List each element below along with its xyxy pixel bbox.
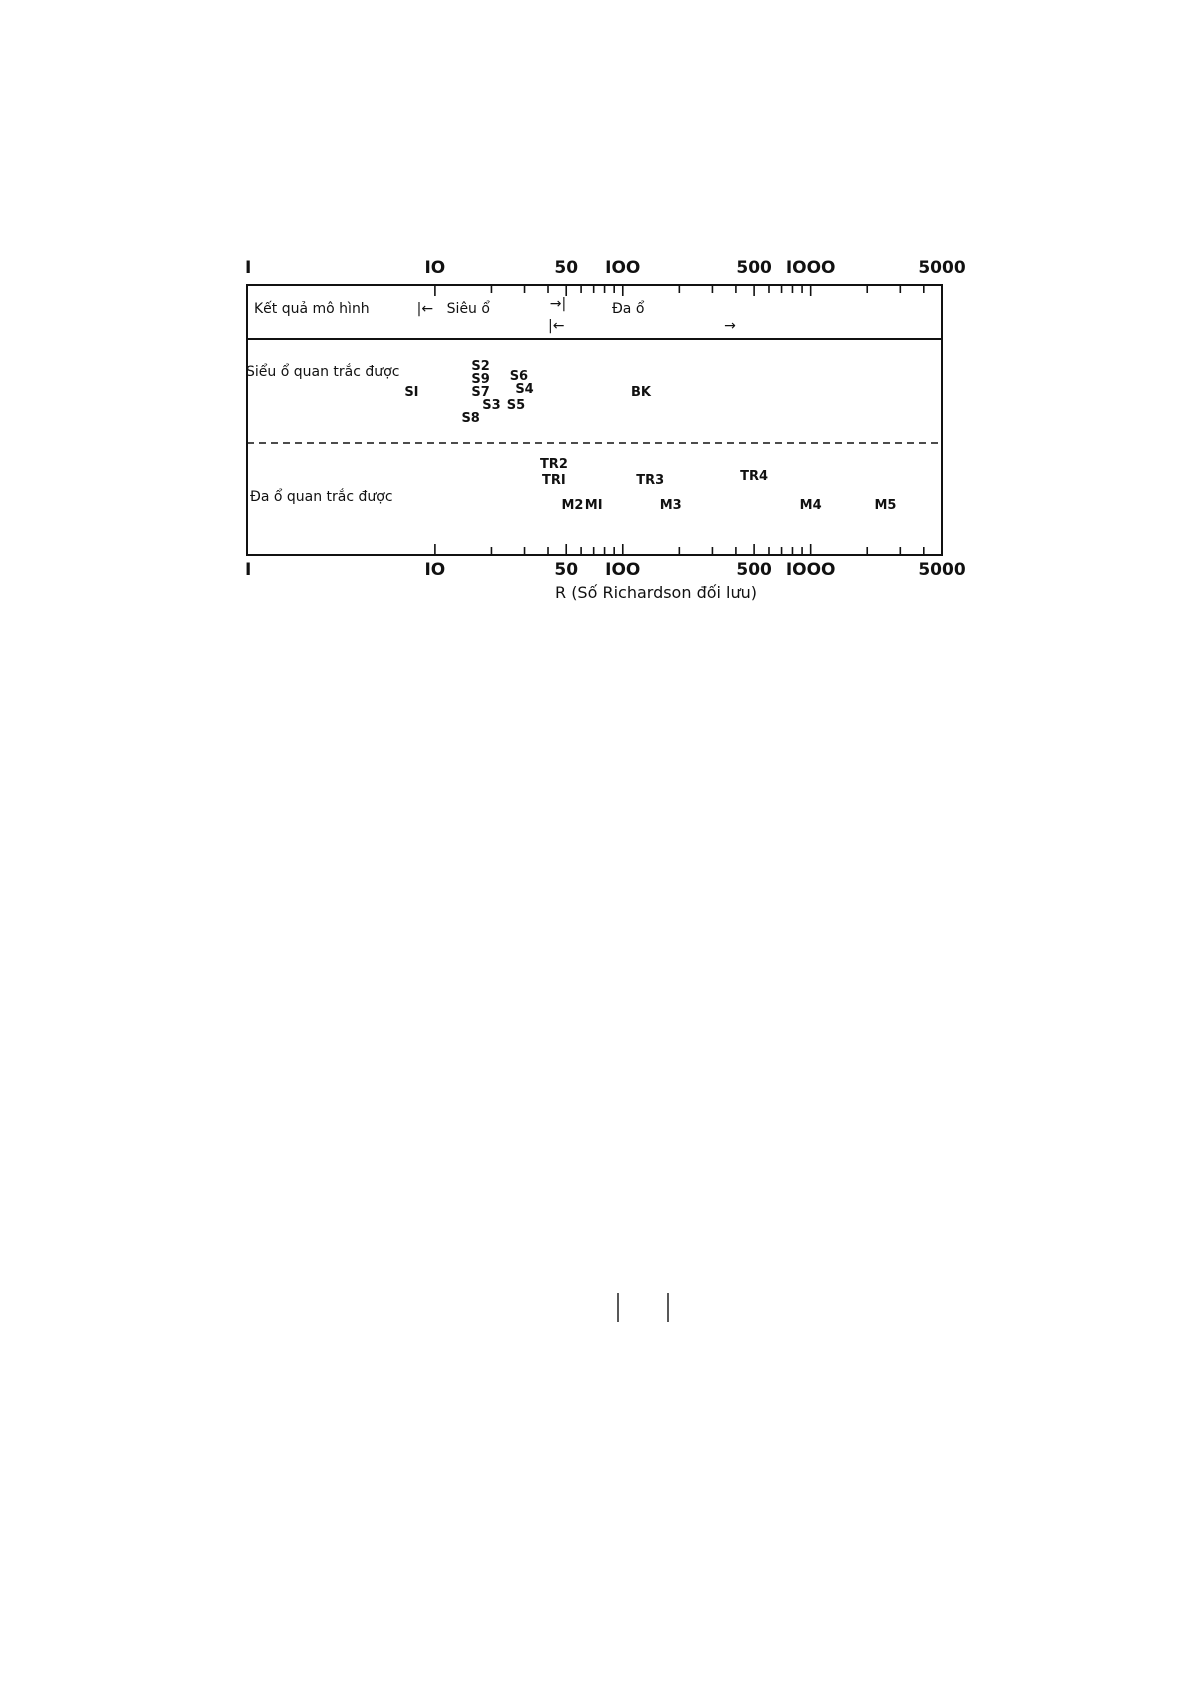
- multicell-point-label: M4: [799, 497, 822, 513]
- multicell-point-label: MI: [584, 497, 603, 513]
- supercell-point-label: S7: [471, 385, 490, 400]
- multicell-point-label: TR3: [636, 473, 665, 488]
- range-left-arrow: |←: [416, 301, 434, 317]
- supercell-point-label: BK: [630, 385, 651, 400]
- multicell-point-label: M5: [874, 497, 897, 513]
- range-right-arrow: →|: [549, 296, 567, 312]
- bottom-tick-label: IO: [424, 560, 446, 580]
- row-label-supercell: Siểu ổ quan trắc được: [246, 364, 400, 380]
- supercell-point-label: S3: [482, 398, 501, 413]
- top-tick-label: 500: [736, 258, 772, 278]
- bottom-tick-label: 50: [554, 560, 579, 580]
- x-axis-title: R (Số Richardson đối lưu): [554, 583, 758, 602]
- multicell-point-label: TR4: [740, 469, 769, 484]
- bottom-tick-label: I: [245, 560, 252, 580]
- top-tick-label: IO: [424, 258, 446, 278]
- top-tick-label: 5000: [918, 258, 966, 278]
- model-ranges: [417, 296, 736, 334]
- multicell-point-label: M2: [561, 497, 584, 513]
- bottom-tick-label: 500: [736, 560, 772, 580]
- supercell-point-label: S9: [471, 372, 490, 387]
- range-name-label: Siêu ổ: [446, 301, 490, 317]
- top-tick-label: 50: [554, 258, 579, 278]
- plot-frame: [247, 285, 942, 555]
- multicell-point-label: TRI: [542, 473, 566, 488]
- supercell-point-label: S6: [509, 368, 529, 384]
- top-axis-ticks: [435, 285, 924, 296]
- bottom-tick-label: 5000: [918, 560, 966, 580]
- top-tick-label: IOOO: [785, 258, 836, 278]
- supercell-points: [404, 359, 652, 426]
- bottom-axis-tick-labels: [245, 560, 966, 580]
- multicell-points: [540, 457, 896, 513]
- supercell-point-label: S2: [471, 359, 490, 374]
- top-tick-label: I: [245, 258, 252, 278]
- range-right-arrow: →: [724, 318, 736, 334]
- bottom-tick-label: IOO: [605, 560, 641, 580]
- bottom-tick-label: IOOO: [785, 560, 836, 580]
- row-label-multicell: Đa ổ quan trắc được: [250, 489, 393, 505]
- multicell-point-label: M3: [659, 497, 682, 513]
- supercell-point-label: SI: [404, 385, 419, 400]
- row-label-model: Kết quả mô hình: [254, 301, 370, 317]
- range-left-arrow: |←: [548, 318, 565, 334]
- top-axis-tick-labels: [245, 258, 966, 278]
- top-tick-label: IOO: [605, 258, 641, 278]
- multicell-point-label: TR2: [539, 457, 568, 472]
- supercell-point-label: S5: [506, 398, 526, 413]
- range-name-label: Đa ổ: [611, 301, 645, 317]
- bottom-axis-ticks: [435, 544, 924, 555]
- supercell-point-label: S4: [515, 381, 534, 397]
- supercell-point-label: S8: [461, 411, 480, 426]
